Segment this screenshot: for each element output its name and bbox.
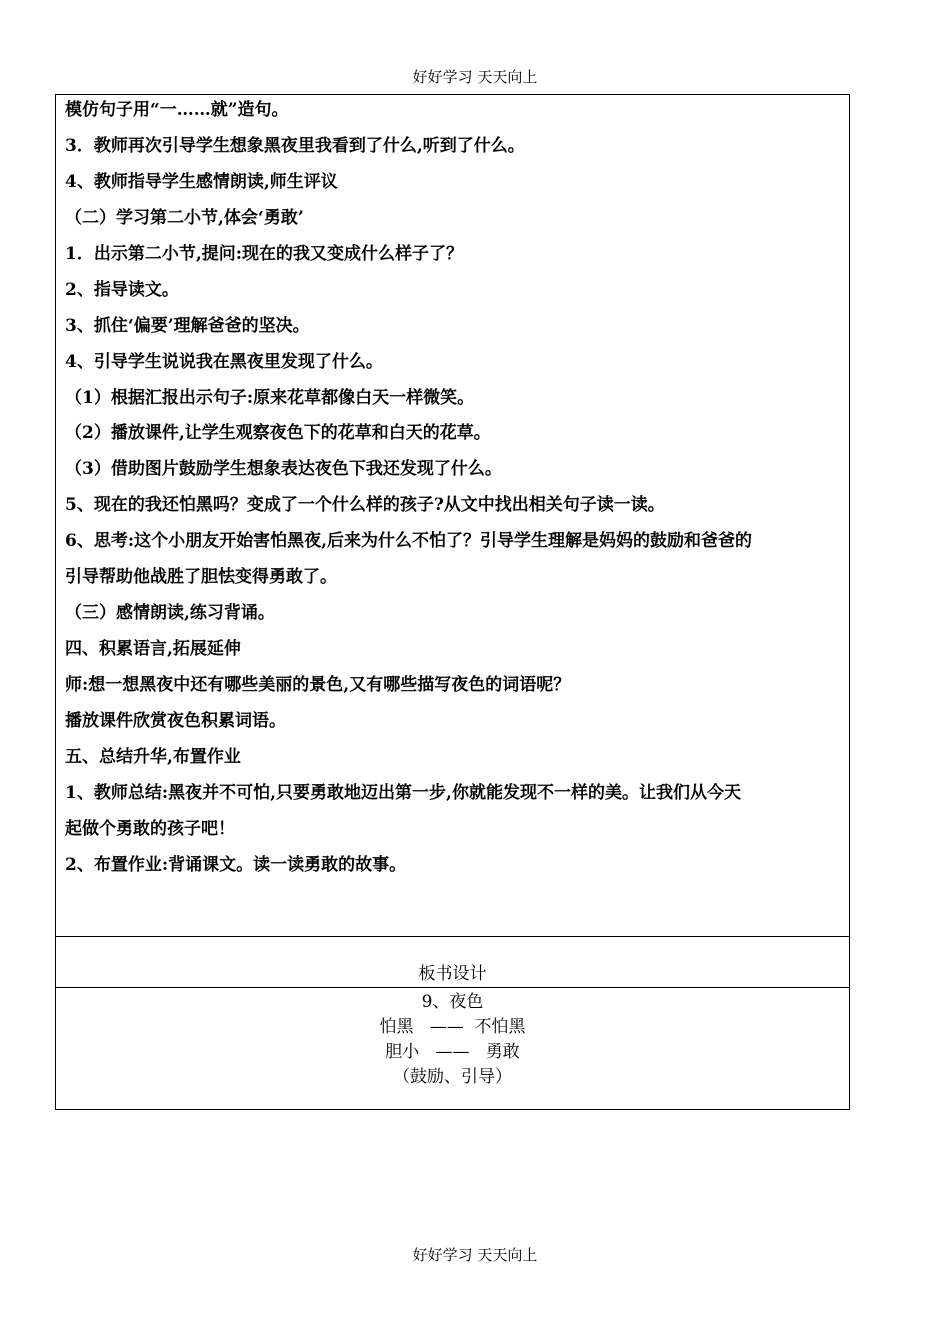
- lesson-line: （二）学习第二小节,体会‘勇敢’: [65, 207, 304, 228]
- lesson-content: [65, 95, 845, 886]
- lesson-line: 4、教师指导学生感情朗读,师生评议: [65, 171, 338, 192]
- lesson-line: 1．出示第二小节,提问:现在的我又变成什么样子了？: [65, 243, 464, 264]
- board-line: 9、夜色: [421, 992, 484, 1012]
- lesson-line: 起做个勇敢的孩子吧！: [65, 818, 235, 839]
- board-line: 怕黑 —— 不怕黑: [379, 1017, 526, 1037]
- page-header: 好好学习 天天向上: [412, 68, 538, 86]
- lesson-line: 3、抓住‘偏要’理解爸爸的坚决。: [65, 315, 310, 336]
- lesson-line: （3）借助图片鼓励学生想象表达夜色下我还发现了什么。: [65, 459, 502, 480]
- lesson-line: 2、布置作业:背诵课文。读一读勇敢的故事。: [65, 854, 407, 875]
- board-design-content: [56, 990, 849, 1090]
- lesson-line: （1）根据汇报出示句子:原来花草都像白天一样微笑。: [65, 387, 475, 408]
- lesson-line: 6、思考:这个小朋友开始害怕黑夜,后来为什么不怕了？引导学生理解是妈妈的鼓励和爸爸的: [65, 531, 753, 552]
- lesson-line: 四、积累语言,拓展延伸: [65, 639, 241, 660]
- lesson-line: 1、教师总结:黑夜并不可怕,只要勇敢地迈出第一步,你就能发现不一样的美。让我们从今天: [65, 782, 741, 803]
- board-line: 胆小 —— 勇敢: [385, 1042, 520, 1062]
- lesson-plan-table: [55, 94, 850, 1110]
- board-line: （鼓励、引导）: [393, 1067, 512, 1087]
- lesson-line: 2、指导读文。: [65, 279, 179, 300]
- lesson-line: （三）感情朗读,练习背诵。: [65, 603, 275, 624]
- lesson-line: （2）播放课件,让学生观察夜色下的花草和白天的花草。: [65, 423, 491, 444]
- lesson-line: 模仿句子用“一……就”造句。: [65, 100, 289, 120]
- lesson-line: 4、引导学生说说我在黑夜里发现了什么。: [65, 351, 383, 372]
- page-footer: 好好学习 天天向上: [412, 1246, 538, 1264]
- lesson-line: 师:想一想黑夜中还有哪些美丽的景色,又有哪些描写夜色的词语呢？: [65, 675, 571, 695]
- lesson-line: 5、现在的我还怕黑吗？变成了一个什么样的孩子?从文中找出相关句子读一读。: [65, 495, 665, 516]
- lesson-line: 五、总结升华,布置作业: [65, 746, 241, 767]
- lesson-line: 播放课件欣赏夜色积累词语。: [65, 710, 286, 731]
- board-design-title: 板书设计: [418, 964, 487, 984]
- lesson-line: 引导帮助他战胜了胆怯变得勇敢了。: [65, 567, 337, 588]
- table-divider-bottom: [56, 987, 849, 988]
- table-divider-top: [56, 936, 849, 937]
- lesson-line: 3．教师再次引导学生想象黑夜里我看到了什么,听到了什么。: [65, 135, 525, 156]
